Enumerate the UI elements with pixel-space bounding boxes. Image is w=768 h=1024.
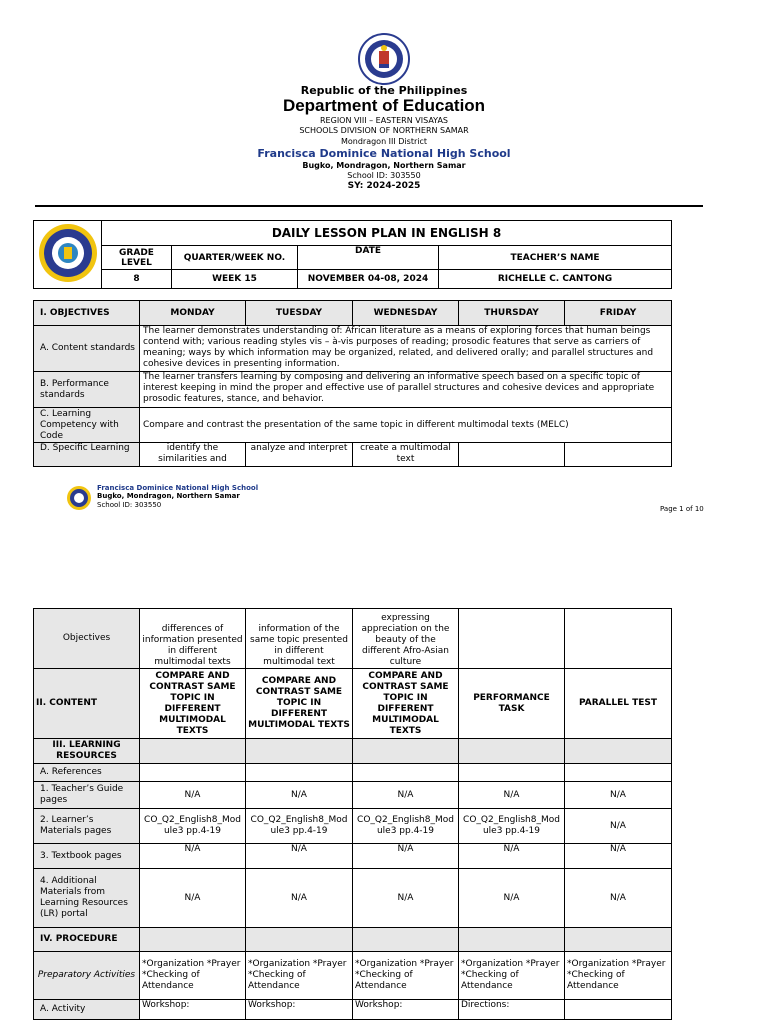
lesson-plan-title-table <box>33 220 672 289</box>
learners-materials-monday: CO_Q2_English8_Module3 pp.4-19 <box>140 809 246 844</box>
content-standards-text: The learner demonstrates understanding of: African literature as a means of exploring forces that human beings contend with; various reading styles vis – à-vis purposes of reading; prosodic features that serve as carriers of meaning; ways by which information may be organized, related, and delivered orally; and parallel structures and cohesive devices in presenting information. <box>140 326 672 372</box>
preparatory-monday: *Organization *Prayer *Checking of Attendance <box>140 952 246 1000</box>
specific-learning-label: D. Specific Learning <box>34 443 140 467</box>
specific-learning-tuesday: analyze and interpret <box>246 443 353 467</box>
teachers-guide-friday: N/A <box>565 782 672 809</box>
thursday-header: THURSDAY <box>459 301 565 326</box>
textbook-tuesday: N/A <box>246 844 353 869</box>
objectives-tuesday: information of the same topic presented in different multimodal text <box>246 609 353 669</box>
footer-school-logo-icon <box>66 485 92 511</box>
objectives-wednesday: expressing appreciation on the beauty of the different Afro-Asian culture <box>353 609 459 669</box>
teachers-guide-label: 1. Teacher’s Guide pages <box>34 782 140 809</box>
content-wednesday: COMPARE AND CONTRAST SAME TOPIC IN DIFFERENT MULTIMODAL TEXTS <box>353 669 459 739</box>
objectives-row-label: Objectives <box>34 609 140 669</box>
monday-header: MONDAY <box>140 301 246 326</box>
teacher-name-value: RICHELLE C. CANTONG <box>439 270 672 289</box>
textbook-friday: N/A <box>565 844 672 869</box>
learners-materials-label: 2. Learner’s Materials pages <box>34 809 140 844</box>
teacher-name-header: TEACHER’S NAME <box>439 246 672 270</box>
header-division: SCHOOLS DIVISION OF NORTHERN SAMAR <box>299 126 469 135</box>
objectives-header: I. OBJECTIVES <box>34 301 140 326</box>
activity-tuesday: Workshop: <box>246 1000 353 1020</box>
additional-materials-thursday: N/A <box>459 869 565 928</box>
learners-materials-thursday: CO_Q2_English8_Module3 pp.4-19 <box>459 809 565 844</box>
textbook-wednesday: N/A <box>353 844 459 869</box>
learning-competency-text: Compare and contrast the presentation of the same topic in different multimodal texts (MELC) <box>140 408 672 443</box>
header-school-name: Francisca Dominice National High School <box>257 147 511 160</box>
teachers-guide-monday: N/A <box>140 782 246 809</box>
preparatory-thursday: *Organization *Prayer *Checking of Attendance <box>459 952 565 1000</box>
preparatory-activities-label: Preparatory Activities <box>34 952 140 1000</box>
header-district: Mondragon III District <box>340 137 428 146</box>
additional-materials-monday: N/A <box>140 869 246 928</box>
learners-materials-friday: N/A <box>565 809 672 844</box>
activity-thursday: Directions: <box>459 1000 565 1020</box>
teachers-guide-thursday: N/A <box>459 782 565 809</box>
teachers-guide-tuesday: N/A <box>246 782 353 809</box>
lesson-plan-title: DAILY LESSON PLAN IN ENGLISH 8 <box>102 221 672 246</box>
specific-learning-wednesday: create a multimodal text <box>353 443 459 467</box>
performance-standards-text: The learner transfers learning by composing and delivering an informative speech based on a specific topic of interest keeping in mind the proper and effective use of parallel structures and cohesive devices and appropriate prosodic features, stance, and behavior. <box>140 372 672 408</box>
preparatory-friday: *Organization *Prayer *Checking of Attendance <box>565 952 672 1000</box>
tuesday-header: TUESDAY <box>246 301 353 326</box>
objectives-table <box>33 300 672 467</box>
teachers-guide-wednesday: N/A <box>353 782 459 809</box>
learners-materials-wednesday: CO_Q2_English8_Module3 pp.4-19 <box>353 809 459 844</box>
activity-monday: Workshop: <box>140 1000 246 1020</box>
footer-school-id: School ID: 303550 <box>97 501 162 509</box>
grade-level-value: 8 <box>102 270 172 289</box>
additional-materials-friday: N/A <box>565 869 672 928</box>
footer-address: Bugko, Mondragon, Northern Samar <box>97 492 240 500</box>
header-region: REGION VIII – EASTERN VISAYAS <box>320 116 448 125</box>
learners-materials-tuesday: CO_Q2_English8_Module3 pp.4-19 <box>246 809 353 844</box>
content-tuesday: COMPARE AND CONTRAST SAME TOPIC IN DIFFERENT MULTIMODAL TEXTS <box>246 669 353 739</box>
quarter-week-value: WEEK 15 <box>172 270 298 289</box>
objectives-monday: differences of information presented in different multimodal texts <box>140 609 246 669</box>
procedure-label: IV. PROCEDURE <box>34 928 140 952</box>
header-divider <box>35 205 703 207</box>
header-school-id: School ID: 303550 <box>347 171 421 180</box>
learning-competency-label: C. Learning Competency with Code <box>34 408 140 443</box>
content-label: II. CONTENT <box>34 669 140 739</box>
header-school-year: SY: 2024-2025 <box>347 181 421 191</box>
specific-learning-thursday <box>459 443 565 467</box>
deped-seal-icon <box>358 33 410 85</box>
objectives-thursday <box>459 609 565 669</box>
activity-wednesday: Workshop: <box>353 1000 459 1020</box>
header-department: Department of Education <box>282 96 486 115</box>
specific-learning-friday <box>565 443 672 467</box>
page-number: Page 1 of 10 <box>660 505 704 513</box>
objectives-friday <box>565 609 672 669</box>
content-thursday: PERFORMANCE TASK <box>459 669 565 739</box>
references-label: A. References <box>34 764 140 782</box>
preparatory-tuesday: *Organization *Prayer *Checking of Attendance <box>246 952 353 1000</box>
date-header: DATE <box>298 246 439 270</box>
content-standards-label: A. Content standards <box>34 326 140 372</box>
learning-resources-label: III. LEARNING RESOURCES <box>34 739 140 764</box>
additional-materials-wednesday: N/A <box>353 869 459 928</box>
grade-level-header: GRADE LEVEL <box>102 246 172 270</box>
quarter-week-header: QUARTER/WEEK NO. <box>172 246 298 270</box>
friday-header: FRIDAY <box>565 301 672 326</box>
performance-standards-label: B. Performance standards <box>34 372 140 408</box>
additional-materials-tuesday: N/A <box>246 869 353 928</box>
header-republic: Republic of the Philippines <box>300 84 468 97</box>
activity-label: A. Activity <box>34 1000 140 1020</box>
content-friday: PARALLEL TEST <box>565 669 672 739</box>
specific-learning-monday: identify the similarities and <box>140 443 246 467</box>
textbook-monday: N/A <box>140 844 246 869</box>
additional-materials-label: 4. Additional Materials from Learning Resources (LR) portal <box>34 869 140 928</box>
header-address: Bugko, Mondragon, Northern Samar <box>302 161 466 170</box>
textbook-thursday: N/A <box>459 844 565 869</box>
preparatory-wednesday: *Organization *Prayer *Checking of Attendance <box>353 952 459 1000</box>
date-value: NOVEMBER 04-08, 2024 <box>298 270 439 289</box>
textbook-label: 3. Textbook pages <box>34 844 140 869</box>
school-logo-icon <box>37 222 99 284</box>
lesson-details-table <box>33 608 672 1020</box>
school-logo-cell <box>34 221 102 289</box>
wednesday-header: WEDNESDAY <box>353 301 459 326</box>
footer-school-name: Francisca Dominice National High School <box>97 484 259 492</box>
activity-friday <box>565 1000 672 1020</box>
content-monday: COMPARE AND CONTRAST SAME TOPIC IN DIFFERENT MULTIMODAL TEXTS <box>140 669 246 739</box>
